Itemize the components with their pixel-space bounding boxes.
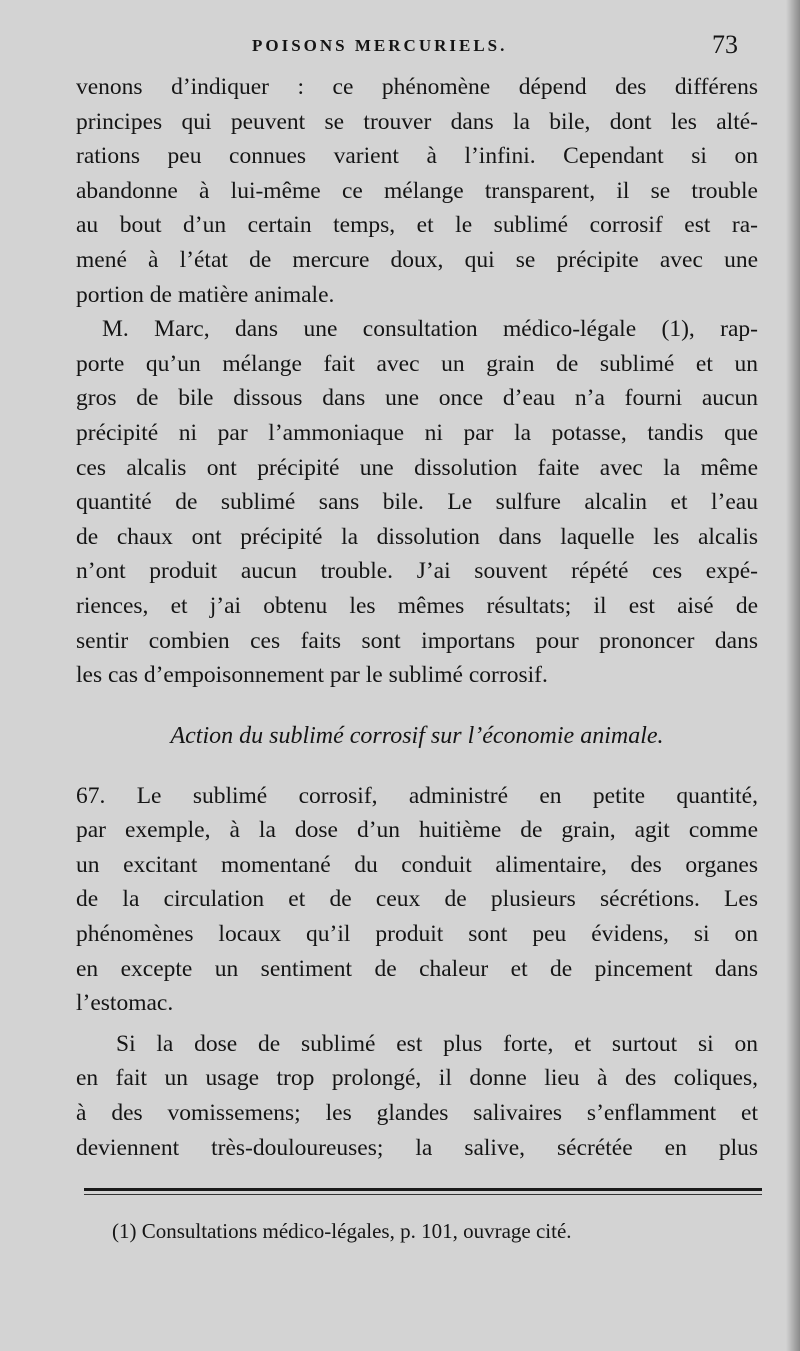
footnote: (1) Consultations médico-légales, p. 101, ouvrage cité.: [112, 1219, 572, 1243]
text-line: venons d’indiquer : ce phénomène dépend des différens: [76, 74, 758, 100]
paragraph-67: [50, 779, 758, 1021]
text-line: deviennent très-douloureuses; la salive, sécrétée en plus: [76, 1134, 758, 1161]
footnote-rule: [84, 1188, 762, 1191]
text-line: de la circulation et de ceux de plusieurs sécrétions. Les: [76, 886, 758, 913]
running-head: [0, 30, 800, 66]
body-text: [76, 70, 758, 1165]
text-line: phénomènes locaux qu’il produit sont peu évidens, si on: [76, 921, 758, 948]
text-line: sentir combien ces faits sont importans pour prononcer dans: [76, 627, 758, 654]
paragraph-continuation: [76, 70, 758, 312]
text-line: portion de matière animale.: [76, 281, 335, 308]
text-line: riences, et j’ai obtenu les mêmes résultats; il est aisé de: [76, 592, 758, 619]
text-line: en fait un usage trop prolongé, il donne lieu à des coliques,: [76, 1065, 758, 1092]
paragraph-marc: [50, 312, 758, 693]
text-line: abandonne à lui-même ce mélange transparent, il se trouble: [76, 177, 758, 204]
text-line: gros de bile dissous dans une once d’eau n’a fourni aucun: [76, 385, 758, 412]
text-line: de chaux ont précipité la dissolution dans laquelle les alcalis: [76, 523, 758, 550]
text-line: ces alcalis ont précipité une dissolution faite avec la même: [76, 454, 758, 481]
page-edge-shadow: [786, 0, 800, 1351]
footnote-rule-thin: [84, 1194, 762, 1195]
text-line: par exemple, à la dose d’un huitième de grain, agit comme: [76, 817, 758, 844]
text-line: en excepte un sentiment de chaleur et de pincement dans: [76, 955, 758, 982]
text-line: les cas d’empoisonnement par le sublimé corrosif.: [76, 662, 548, 689]
text-line: à des vomissemens; les glandes salivaires s’enflamment et: [76, 1100, 758, 1127]
text-line: mené à l’état de mercure doux, qui se précipite avec une: [76, 246, 758, 273]
text-line: principes qui peuvent se trouver dans la bile, dont les alté-: [76, 108, 758, 135]
text-line: quantité de sublimé sans bile. Le sulfure alcalin et l’eau: [76, 489, 758, 516]
text-line: au bout d’un certain temps, et le sublimé corrosif est ra-: [76, 212, 758, 239]
running-title: POISONS MERCURIELS.: [252, 36, 508, 55]
text-line: 67. Le sublimé corrosif, administré en petite quantité,: [76, 782, 758, 809]
text-line: M. Marc, dans une consultation médico-légale (1), rap-: [102, 316, 758, 343]
paragraph-dose: [76, 1027, 758, 1165]
section-heading: Action du sublimé corrosif sur l’économie animale.: [170, 722, 664, 749]
text-line: précipité ni par l’ammoniaque ni par la potasse, tandis que: [76, 419, 758, 446]
text-line: rations peu connues varient à l’infini. Cependant si on: [76, 143, 758, 170]
text-line: porte qu’un mélange fait avec un grain de sublimé et un: [76, 350, 758, 377]
text-line: l’estomac.: [76, 990, 174, 1017]
text-line: Si la dose de sublimé est plus forte, et surtout si on: [116, 1030, 758, 1057]
text-line: n’ont produit aucun trouble. J’ai souvent répété ces expé-: [76, 558, 758, 585]
text-line: un excitant momentané du conduit alimentaire, des organes: [76, 851, 758, 878]
page-number: 73: [712, 30, 738, 59]
